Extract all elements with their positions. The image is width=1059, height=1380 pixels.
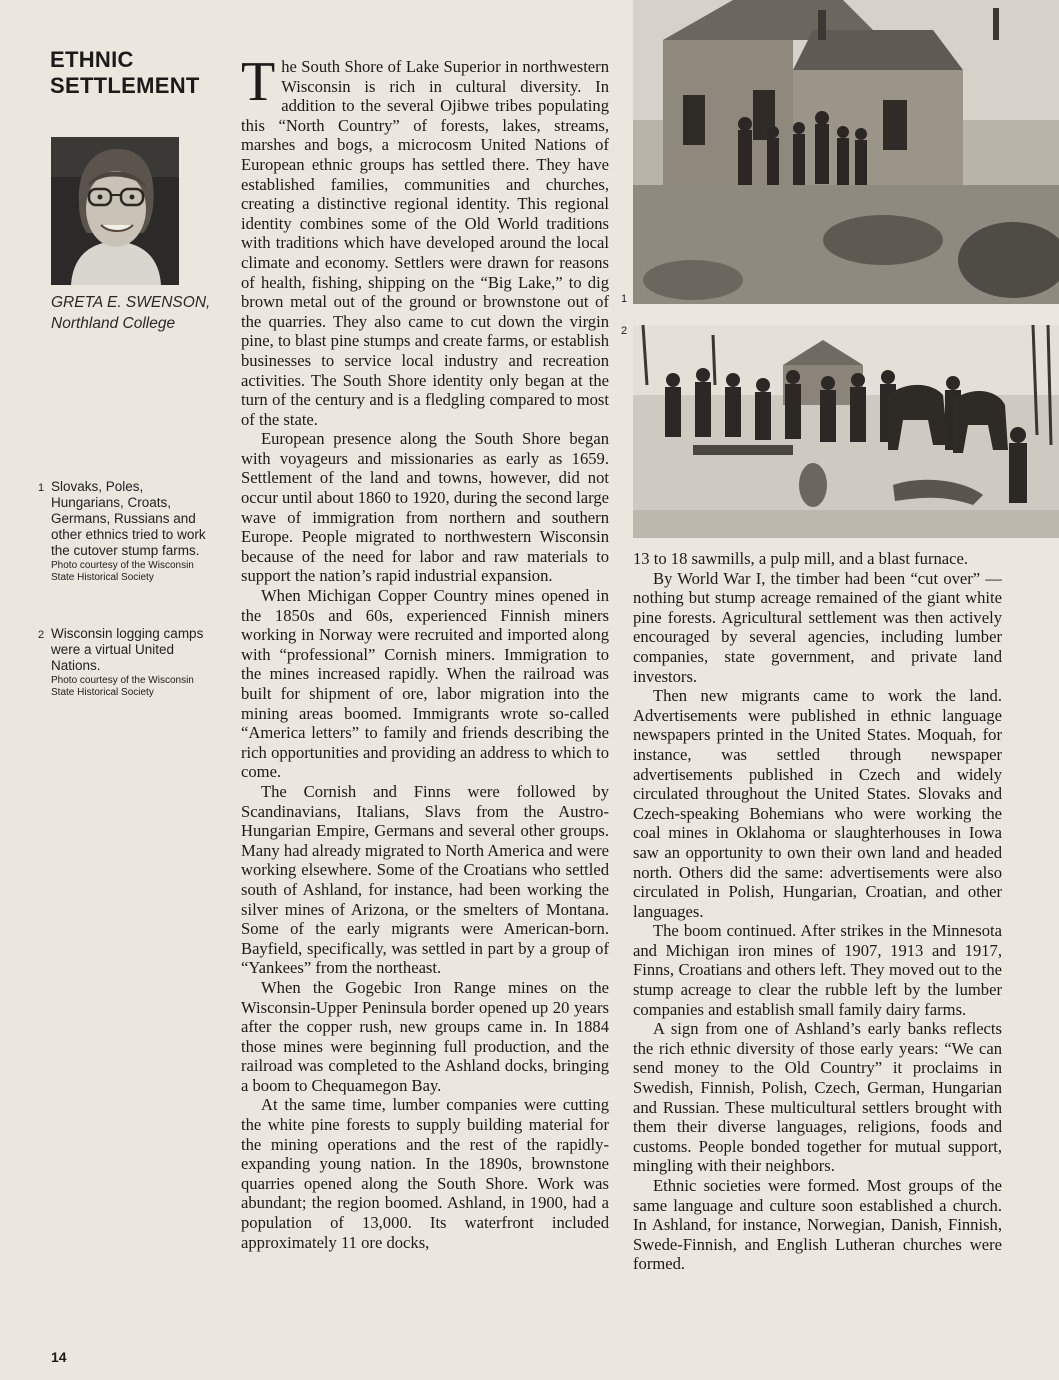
- article-paragraph: The boom continued. After strikes in the Minnesota and Michigan iron mines of 1907, 1913 and 1917, Finns, Croatians and others left. They moved out to the stump acreage to clear the rubble left by the lumber companies and establish small family dairy farms.: [633, 921, 1002, 1019]
- photo-number-2: 2: [621, 325, 628, 337]
- photo-farmhouse: [633, 0, 1059, 304]
- farmhouse-photo-image: [633, 0, 1059, 304]
- caption-2: [38, 626, 218, 699]
- caption-credit: Photo courtesy of the Wisconsin State Historical Society: [51, 675, 194, 698]
- article-title: [50, 47, 220, 99]
- article-column-1: [241, 51, 609, 1252]
- article-paragraph: European presence along the South Shore began with voyageurs and missionaries as early as 1659. Settlement of the land and towns, however, did not occur until about 1860 to 1920, during the second large wave of immigration from northern and southern Europe. People migrated to northwestern Wisconsin because of the need for labor and raw materials to support the nation’s rapid industrial expansion.: [241, 429, 609, 586]
- caption-number: 2: [38, 629, 45, 641]
- caption-text: Wisconsin logging camps were a virtual United Nations.: [51, 626, 204, 673]
- logging-camp-photo-image: [633, 325, 1059, 538]
- photo-number-1: 1: [621, 293, 628, 305]
- article-paragraph: [241, 51, 609, 429]
- article-paragraph: At the same time, lumber companies were cutting the white pine forests to supply building material for the mining operations and the rest of the rapidly-expanding young nation. In the 1890s, brownstone quarries opened along the South Shore. Work was abundant; the region boomed. Ashland, in 1900, had a population of 13,000. Its waterfront included approximately 11 ore docks,: [241, 1095, 609, 1252]
- caption-text: Slovaks, Poles, Hungarians, Croats, Germans, Russians and other ethnics tried to work the cutover stump farms.: [51, 479, 206, 558]
- title-line-2: SETTLEMENT: [50, 73, 200, 98]
- drop-cap: T: [241, 51, 276, 113]
- paragraph-text: he South Shore of Lake Superior in northwestern Wisconsin is rich in cultural diversity. In addition to the several Ojibwe tribes populating this “North Country” of forests, lakes, streams, marshes and bogs, a microcosm United Nations of European ethnic groups has settled there. They have established families, communities and churches, creating a distinctive regional identity. This regional identity combines some of the Old World traditions with traditions which have developed around the local climate and economy. Settlers were drawn for reasons of health, fishing, shipping on the “Big Lake,” to dig brown metal out of the ground or brownstone out of the quarries. They also came to cut down the virgin pine, to blast pine stumps and create farms, or establish businesses to service local industry and recreation activities. The South Shore identity only began at the turn of the century and is a fledgling compared to most of the state.: [241, 57, 609, 429]
- article-paragraph: 13 to 18 sawmills, a pulp mill, and a blast furnace.: [633, 549, 969, 568]
- article-paragraph: By World War I, the timber had been “cut over” — nothing but stump acreage remained of the giant white pine forests. Agricultural settlement was then actively encouraged by several agencies, including lumber companies, state government, and private land investors.: [633, 568, 1002, 686]
- caption-1: [38, 479, 218, 584]
- caption-credit: Photo courtesy of the Wisconsin State Historical Society: [51, 560, 194, 583]
- author-name: GRETA E. SWENSON,: [51, 294, 211, 311]
- article-paragraph: When the Gogebic Iron Range mines on the Wisconsin-Upper Peninsula border opened up 20 years after the copper rush, new groups came in. In 1884 those mines were beginning full production, and the railroad was completed to the Ashland docks, bringing a boom to Chequamegon Bay.: [241, 977, 609, 1095]
- article-column-2: [633, 549, 1002, 1274]
- article-paragraph: When Michigan Copper Country mines opened in the 1850s and 60s, experienced Finnish miners working in Norway were recruited and imported along with “professional” Cornish miners. Immigration to the mines increased rapidly. When the railroad was built for shipment of ore, labor migration into the mining areas boomed. Immigrants wrote so-called “America letters” to family and friends describing the rich opportunities and providing an address to which to come.: [241, 586, 609, 782]
- author-affiliation: Northland College: [51, 315, 176, 332]
- author-credit: [51, 292, 226, 334]
- author-portrait-image: [51, 137, 179, 285]
- article-paragraph: A sign from one of Ashland’s early banks reflects the rich ethnic diversity of those early years: “We can send money to the Old Country” it proclaims in Swedish, Finnish, Polish, Czech, German, Hungarian and Russian. These multicultural settlers brought with them their diverse languages, religions, foods and customs. People bonded together for mutual support, mingling with their neighbors.: [633, 1019, 1002, 1176]
- page-number: 14: [51, 1349, 67, 1365]
- author-portrait: [51, 137, 179, 285]
- caption-number: 1: [38, 482, 45, 494]
- article-paragraph: Ethnic societies were formed. Most groups of the same language and culture soon established a church. In Ashland, for instance, Norwegian, Danish, Finnish, Swede-Finnish, and English Lutheran churches were formed.: [633, 1176, 1002, 1274]
- article-paragraph: The Cornish and Finns were followed by Scandinavians, Italians, Slavs from the Austro-Hungarian Empire, Germans and several other groups. Many had already migrated to North America and were working elsewhere. Some of the Croatians who settled south of Ashland, for instance, had been working the silver mines of Arizona, or the smelters of Montana. Some of the early migrants were American-born. Bayfield, specifically, was settled in part by a group of “Yankees” from the northeast.: [241, 781, 609, 978]
- article-paragraph: Then new migrants came to work the land. Advertisements were published in ethnic language newspapers printed in the United States. Moquah, for instance, was settled through newspaper advertisements published in Czech and widely circulated throughout the United States. Slovaks and Czech-speaking Bohemians who were working the coal mines in Oklahoma or slaughterhouses in Iowa saw an opportunity to own their own land and headed north. Others did the same: advertisements were also circulated in Polish, Hungarian, Croatian, and other languages.: [633, 686, 1002, 921]
- title-line-1: ETHNIC: [50, 47, 134, 72]
- photo-logging-camp: [633, 325, 1059, 538]
